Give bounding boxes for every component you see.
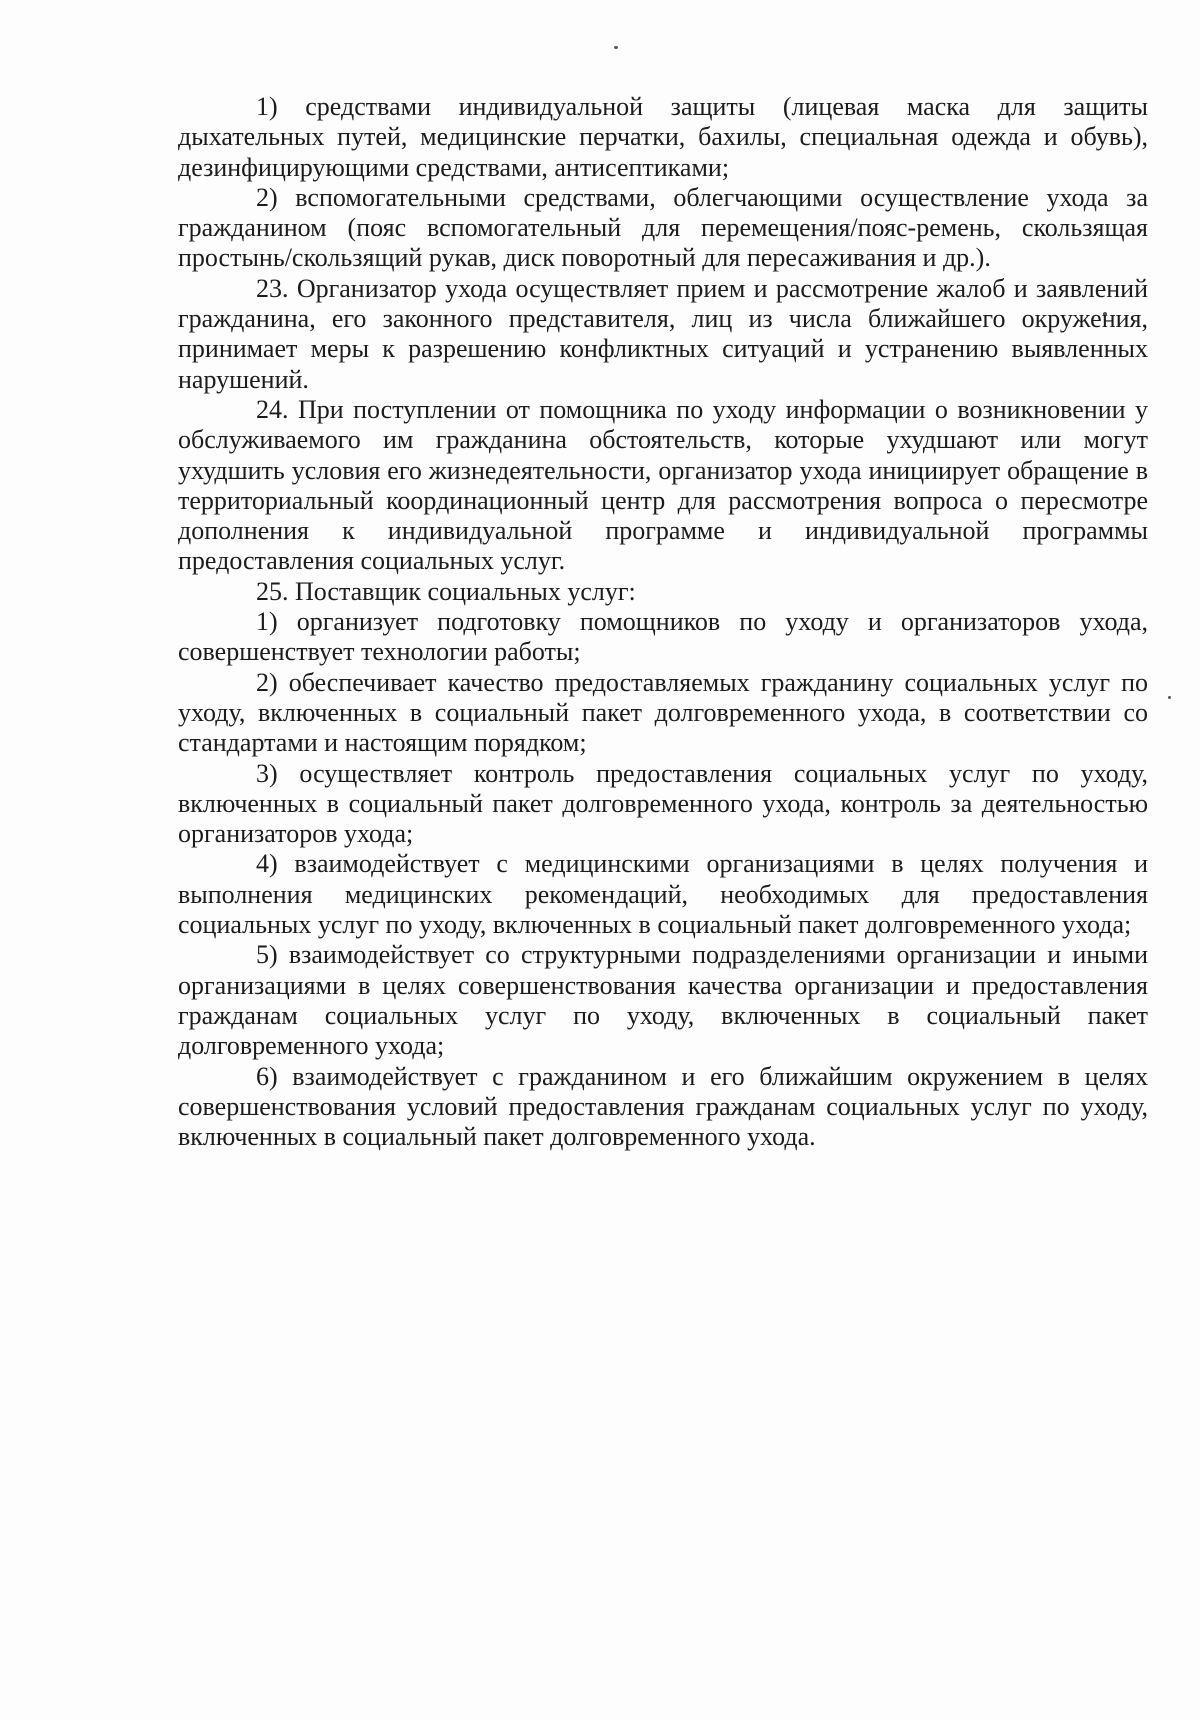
scan-speck [614, 46, 618, 49]
paragraph-24: 24. При поступлении от помощника по уходу информации о возникновении у обслуживаемого им гражданина обстоятельств, которые ухудшают или могут ухудшить условия его жизнедеятельности, организатор ухода инициирует обращение в территориальный координационный центр для рассмотрения вопроса о пересмотре дополнения к индивидуальной программе и индивидуальной программы предоставления социальных услуг. [178, 394, 1148, 576]
paragraph-25-heading: 25. Поставщик социальных услуг: [256, 576, 636, 606]
paragraph-23: 23. Организатор ухода осуществляет прием и рассмотрение жалоб и заявлений гражданина, его законного представителя, лиц из числа ближайшего окружения, принимает меры к разрешению конфликтных ситуаций и устранению выявленных нарушений. [178, 273, 1148, 394]
paragraph-25-item-1: 1) организует подготовку помощников по уходу и организаторов ухода, совершенствует технологии работы; [178, 607, 1148, 667]
paragraph-25-item-3: 3) осуществляет контроль предоставления социальных услуг по уходу, включенных в социальный пакет долговременного ухода, контроль за деятельностью организаторов ухода; [178, 758, 1148, 849]
paragraph-25-item-6: 6) взаимодействует с гражданином и его ближайшим окружением в целях совершенствования условий предоставления гражданам социальных услуг по уходу, включенных в социальный пакет долговременного ухода. [178, 1061, 1148, 1152]
scan-speck [1168, 696, 1171, 699]
paragraph-25-item-4: 4) взаимодействует с медицинскими организациями в целях получения и выполнения медицинских рекомендаций, необходимых для предоставления социальных услуг по уходу, включенных в социальный пакет долговременного ухода; [178, 849, 1148, 940]
paragraph-item-1-ppe: 1) средствами индивидуальной защиты (лицевая маска для защиты дыхательных путей, медицинские перчатки, бахилы, специальная одежда и обувь), дезинфицирующими средствами, антисептиками; [178, 92, 1148, 182]
paragraph-25-item-2: 2) обеспечивает качество предоставляемых гражданину социальных услуг по уходу, включенных в социальный пакет долговременного ухода, в соответствии со стандартами и настоящим порядком; [178, 667, 1148, 758]
document-body [178, 92, 1148, 1152]
paragraph-25-item-5: 5) взаимодействует со структурными подразделениями организации и иными организациями в целях совершенствования качества организации и предоставления гражданам социальных услуг по уходу, включенных в социальный пакет долговременного ухода; [178, 940, 1148, 1061]
paragraph-item-2-aids: 2) вспомогательными средствами, облегчающими осуществление ухода за гражданином (пояс вспомогательный для перемещения/пояс-ремень, скользящая простынь/скользящий рукав, диск поворотный для пересаживания и др.). [178, 182, 1148, 273]
